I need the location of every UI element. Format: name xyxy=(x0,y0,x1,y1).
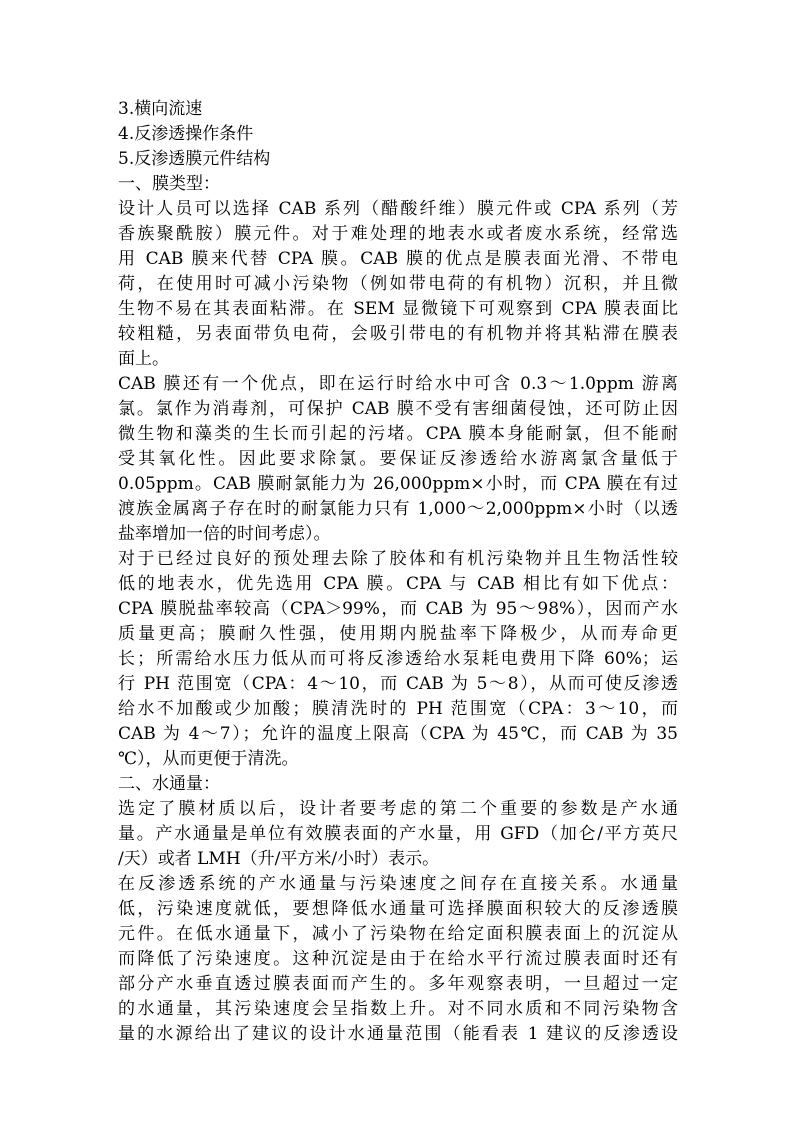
paragraph-line: 荷，在使用时可减小污染物（例如带电荷的有机物）沉积，并且微 xyxy=(118,274,678,294)
paragraph-line: 渡族金属离子存在时的耐氯能力只有 1,000～2,000ppm×小时（以透 xyxy=(118,499,678,519)
paragraph-line: 用 CAB 膜来代替 CPA 膜。CAB 膜的优点是膜表面光滑、不带电 xyxy=(118,249,678,269)
paragraph-line: 面上。 xyxy=(118,349,169,369)
paragraph-line: CAB 膜还有一个优点，即在运行时给水中可含 0.3～1.0ppm 游离 xyxy=(118,374,678,394)
section-heading-water-flux: 二、水通量： xyxy=(118,774,220,794)
paragraph-line: 0.05ppm。CAB 膜耐氯能力为 26,000ppm×小时，而 CPA 膜在有过 xyxy=(118,474,678,494)
paragraph-line: CAB 为 4～7）；允许的温度上限高（CPA 为 45℃，而 CAB 为 35 xyxy=(118,724,678,744)
paragraph-line: 在反渗透系统的产水通量与污染速度之间存在直接关系。水通量 xyxy=(118,874,678,894)
paragraph-line: ℃），从而更便于清洗。 xyxy=(118,749,299,769)
paragraph-line: /天）或者 LMH（升/平方米/小时）表示。 xyxy=(118,849,440,869)
paragraph-line: 元件。在低水通量下，减小了污染物在给定面积膜表面上的沉淀从 xyxy=(118,924,678,944)
paragraph-line: 设计人员可以选择 CAB 系列（醋酸纤维）膜元件或 CPA 系列（芳 xyxy=(118,199,678,219)
paragraph-line: 选定了膜材质以后，设计者要考虑的第二个重要的参数是产水通 xyxy=(118,799,678,819)
paragraph-line: 香族聚酰胺）膜元件。对于难处理的地表水或者废水系统，经常选 xyxy=(118,224,678,244)
paragraph-line: 量。产水通量是单位有效膜表面的产水量，用 GFD（加仑/平方英尺 xyxy=(118,824,678,844)
paragraph-line: 质量更高；膜耐久性强，使用期内脱盐率下降极少，从而寿命更 xyxy=(118,624,678,644)
paragraph-line: 长；所需给水压力低从而可将反渗透给水泵耗电费用下降 60%；运 xyxy=(118,649,678,669)
paragraph-line: 微生物和藻类的生长而引起的污堵。CPA 膜本身能耐氯，但不能耐 xyxy=(118,424,678,444)
paragraph-line: 的水通量，其污染速度会呈指数上升。对不同水质和不同污染物含 xyxy=(118,999,678,1019)
paragraph-line: 盐率增加一倍的时间考虑）。 xyxy=(118,524,331,544)
paragraph-line: 受其氧化性。因此要求除氯。要保证反渗透给水游离氯含量低于 xyxy=(118,449,678,469)
paragraph-line: 生物不易在其表面粘滞。在 SEM 显微镜下可观察到 CPA 膜表面比 xyxy=(118,299,678,319)
list-item-lateral-flow: 3.横向流速 xyxy=(118,99,203,119)
paragraph-line: CPA 膜脱盐率较高（CPA＞99%，而 CAB 为 95～98%），因而产水 xyxy=(118,599,678,619)
paragraph-line: 行 PH 范围宽（CPA：4～10，而 CAB 为 5～8），从而可使反渗透 xyxy=(118,674,678,694)
paragraph-line: 低，污染速度就低，要想降低水通量可选择膜面积较大的反渗透膜 xyxy=(118,899,678,919)
paragraph-line: 低的地表水，优先选用 CPA 膜。CPA 与 CAB 相比有如下优点： xyxy=(118,574,678,594)
list-item-ro-operating-cond: 4.反渗透操作条件 xyxy=(118,124,254,144)
paragraph-line: 氯。氯作为消毒剂，可保护 CAB 膜不受有害细菌侵蚀，还可防止因 xyxy=(118,399,678,419)
paragraph-line: 给水不加酸或少加酸；膜清洗时的 PH 范围宽（CPA：3～10，而 xyxy=(118,699,678,719)
paragraph-line: 部分产水垂直透过膜表面而产生的。多年观察表明，一旦超过一定 xyxy=(118,974,678,994)
list-item-ro-element-structure: 5.反渗透膜元件结构 xyxy=(118,149,271,169)
paragraph-line: 而降低了污染速度。这种沉淀是由于在给水平行流过膜表面时还有 xyxy=(118,949,678,969)
paragraph-line: 较粗糙，另表面带负电荷，会吸引带电的有机物并将其粘滞在膜表 xyxy=(118,324,678,344)
paragraph-line: 量的水源给出了建议的设计水通量范围（能看表 1 建议的反渗透设 xyxy=(118,1024,678,1044)
section-heading-membrane-type: 一、膜类型： xyxy=(118,174,220,194)
paragraph-line: 对于已经过良好的预处理去除了胶体和有机污染物并且生物活性较 xyxy=(118,549,678,569)
